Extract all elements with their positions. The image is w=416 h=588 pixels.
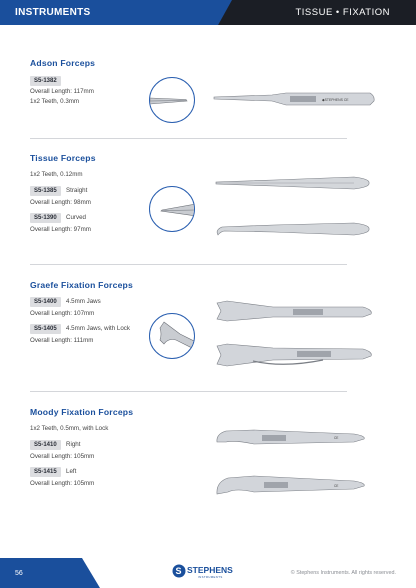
spec-line: Overall Length: 117mm (30, 88, 94, 95)
product-code: S5-1390 (30, 213, 61, 223)
product-code: S5-1415 (30, 467, 61, 477)
variant-desc: Right (66, 441, 81, 448)
tip-detail-circle (149, 77, 195, 123)
svg-text:CE: CE (334, 484, 339, 488)
adson-forceps-image (212, 89, 378, 111)
moody-forceps-left-image (214, 472, 370, 498)
section-title-moody: Moody Fixation Forceps (30, 407, 134, 417)
stephens-logo (172, 563, 236, 579)
product-code: S5-1385 (30, 186, 61, 196)
graefe-forceps-image (213, 297, 379, 325)
tissue-forceps-straight-image (214, 173, 374, 193)
section-divider (30, 391, 347, 392)
product-code: S5-1382 (30, 76, 61, 86)
moody-forceps-right-image (214, 426, 370, 448)
logo-subtext: INSTRUMENTS (198, 575, 223, 579)
variant-desc: 4.5mm Jaws, with Lock (66, 325, 130, 332)
variant-desc: 4.5mm Jaws (66, 298, 101, 305)
graefe-forceps-lock-image (213, 340, 379, 370)
spec-line: 1x2 Teeth, 0.3mm (30, 98, 80, 105)
section-divider (30, 264, 347, 265)
variant-desc: Curved (66, 214, 86, 221)
tip-detail-circle (149, 313, 195, 359)
section-divider (30, 138, 347, 139)
copyright-notice: © Stephens Instruments. All rights reserved. (290, 570, 396, 576)
spec-line: 1x2 Teeth, 0.12mm (30, 171, 83, 178)
variant-desc: Straight (66, 187, 88, 194)
svg-text:S: S (175, 566, 182, 576)
product-code: S5-1410 (30, 440, 61, 450)
spec-line: Overall Length: 107mm (30, 310, 95, 317)
page-number: 56 (15, 570, 23, 577)
section-title-adson: Adson Forceps (30, 58, 96, 68)
product-code: S5-1405 (30, 324, 61, 334)
product-code: S5-1400 (30, 297, 61, 307)
tissue-forceps-curved-image (214, 219, 374, 241)
spec-line: Overall Length: 105mm (30, 480, 95, 487)
spec-line: Overall Length: 111mm (30, 337, 94, 344)
logo-brand: STEPHENS (187, 565, 233, 575)
svg-text:CE: CE (334, 436, 339, 440)
header-subcategory: TISSUE • FIXATION (295, 7, 390, 18)
spec-line: 1x2 Teeth, 0.5mm, with Lock (30, 425, 109, 432)
variant-desc: Left (66, 468, 77, 475)
tip-detail-circle (149, 186, 195, 232)
header-category: INSTRUMENTS (15, 7, 91, 18)
spec-line: Overall Length: 105mm (30, 453, 95, 460)
svg-text:◆STEPHENS CE: ◆STEPHENS CE (322, 98, 349, 102)
section-title-graefe: Graefe Fixation Forceps (30, 280, 133, 290)
spec-line: Overall Length: 97mm (30, 226, 91, 233)
spec-line: Overall Length: 98mm (30, 199, 91, 206)
page-header (0, 0, 416, 25)
section-title-tissue: Tissue Forceps (30, 153, 96, 163)
